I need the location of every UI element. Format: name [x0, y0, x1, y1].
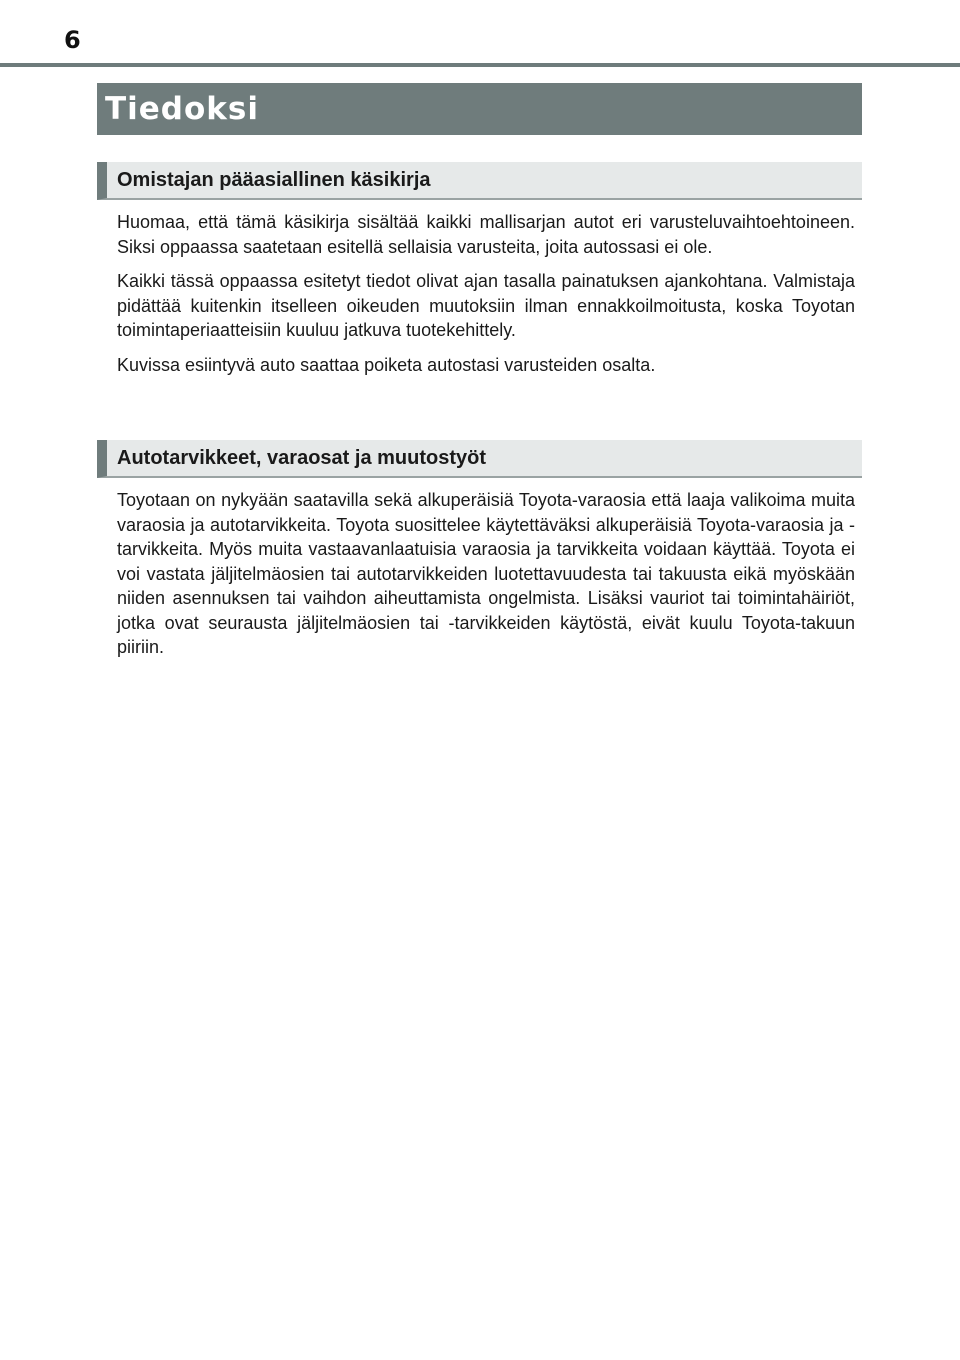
paragraph: Toyotaan on nykyään saatavilla sekä alkuperäisiä Toyota-varaosia että laaja valikoima muita varaosia ja autotarvikkeita. Toyota suosittelee käytettäväksi alkuperäisiä Toyota-varaosia ja -tarvikkeita. Myös muita vastaavanlaatuisia varaosia ja tarvikkeita voidaan käyttää. Toyota ei voi vastata jäljitelmäosien tai autotarvikkeiden luotettavuudesta tai takuusta eikä myöskään niiden asennuksen tai vaihdon aiheuttamista ongelmista. Lisäksi vauriot tai toimintahäiriöt, jotka ovat seurausta jäljitelmäosien tai -tarvikkeiden käytöstä, eivät kuulu Toyota-takuun piiriin. — [117, 490, 855, 657]
paragraph: Kuvissa esiintyvä auto saattaa poiketa autostasi varusteiden osalta. — [117, 354, 656, 375]
chapter-banner — [97, 83, 862, 135]
section-header-accessories — [97, 440, 862, 478]
page-number: 6 — [64, 26, 81, 54]
chapter-title: Tiedoksi — [105, 91, 259, 127]
paragraph: Kaikki tässä oppaassa esitetyt tiedot olivat ajan tasalla painatuksen ajankohtana. Valmistaja pidättää kuitenkin itselleen oikeuden muutoksiin ilman ennakkoilmoitusta, koska Toyotan toimintaperiaatteisiin kuuluu jatkuva tuotekehittely. — [117, 271, 855, 340]
section-title: Autotarvikkeet, varaosat ja muutostyöt — [117, 447, 486, 469]
paragraph: Huomaa, että tämä käsikirja sisältää kaikki mallisarjan autot eri varusteluvaihtoehtoineen. Siksi oppaassa saatetaan esitellä sellaisia varusteita, joita autossasi ei ole. — [117, 212, 855, 257]
section-body-accessories — [117, 488, 855, 670]
top-rule — [0, 63, 960, 67]
section-header-owners-manual — [97, 162, 862, 200]
section-title: Omistajan pääasiallinen käsikirja — [117, 169, 431, 191]
section-body-owners-manual — [117, 210, 855, 387]
